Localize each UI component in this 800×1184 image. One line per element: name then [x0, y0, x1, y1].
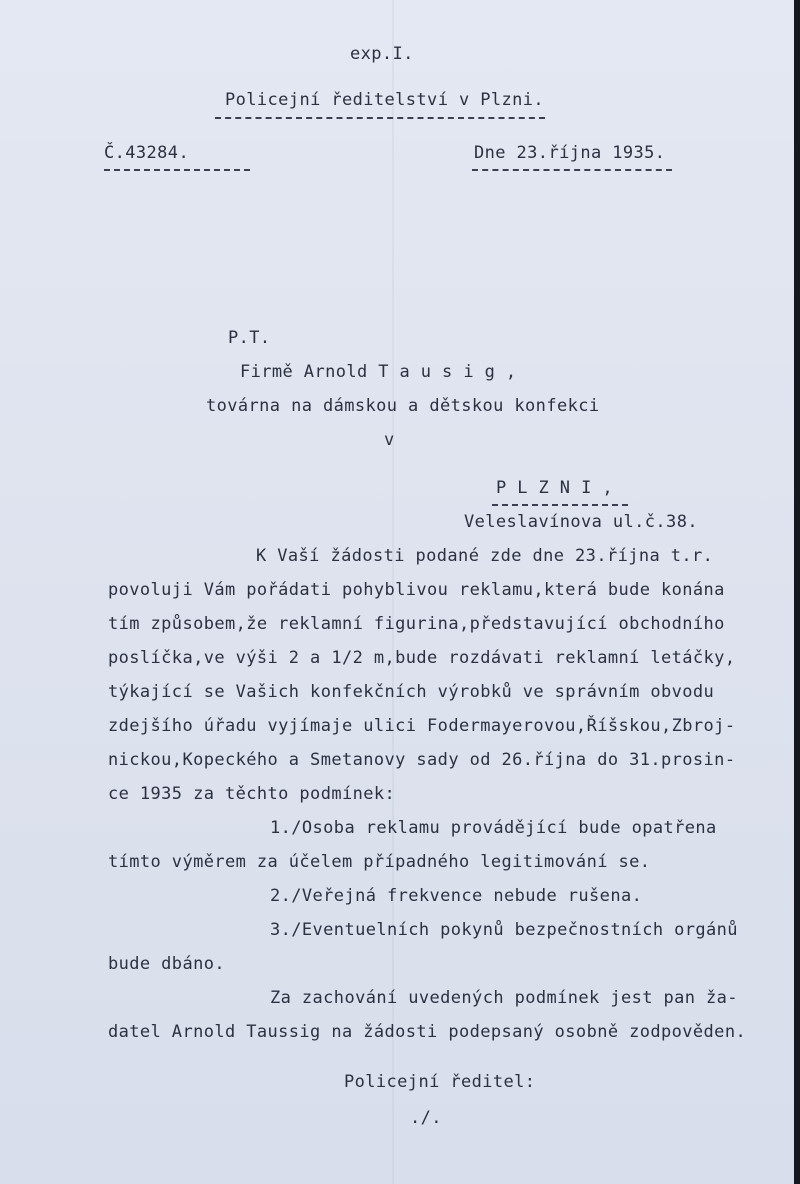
- closing-line: datel Arnold Taussig na žádosti podepsaný osobně zodpověden.: [108, 1022, 747, 1042]
- addressee-firm: Firmě Arnold T a u s i g ,: [240, 362, 517, 382]
- closing-line: Za zachování uvedených podmínek jest pan ža-: [270, 988, 738, 1008]
- reference-underline: [104, 169, 250, 171]
- body-line: tím způsobem,že reklamní figurina,představující obchodního: [108, 614, 725, 634]
- condition-item: 1./Osoba reklamu provádějící bude opatřena: [270, 818, 717, 838]
- office-title: Policejní ředitelství v Plzni.: [225, 90, 545, 110]
- reference-number: Č.43284.: [104, 143, 190, 163]
- body-line: ce 1935 za těchto podmínek:: [108, 784, 396, 804]
- condition-item: 3./Eventuelních pokynů bezpečnostních orgánů: [270, 920, 738, 940]
- addressee-description: továrna na dámskou a dětskou konfekci: [206, 396, 600, 416]
- condition-item: 2./Veřejná frekvence nebude rušena.: [270, 886, 643, 906]
- addressee-city: P L Z N I ,: [496, 478, 613, 498]
- condition-item: tímto výměrem za účelem případného legitimování se.: [108, 852, 651, 872]
- body-line: poslíčka,ve výši 2 a 1/2 m,bude rozdávati reklamní letáčky,: [108, 648, 736, 668]
- body-line: zdejšího úřadu vyjímaje ulici Fodermayerovou,Říšskou,Zbroj-: [108, 716, 736, 736]
- signature-title: Policejní ředitel:: [344, 1072, 536, 1092]
- document-date: Dne 23.října 1935.: [474, 143, 666, 163]
- scan-edge: [794, 0, 800, 1184]
- condition-item: bude dbáno.: [108, 954, 225, 974]
- address-preposition: v: [384, 430, 395, 450]
- body-line: povoluji Vám pořádati pohyblivou reklamu,která bude konána: [108, 580, 725, 600]
- signature-mark: ./.: [410, 1108, 442, 1128]
- body-line: nickou,Kopeckého a Smetanovy sady od 26.října do 31.prosin-: [108, 750, 736, 770]
- salutation: P.T.: [228, 328, 271, 348]
- city-underline: [492, 504, 628, 506]
- office-underline: [215, 117, 545, 119]
- body-line: týkající se Vašich konfekčních výrobků ve správním obvodu: [108, 682, 715, 702]
- copy-mark: exp.I.: [350, 44, 414, 64]
- body-line: K Vaší žádosti podané zde dne 23.října t.r.: [256, 546, 714, 566]
- addressee-street: Veleslavínova ul.č.38.: [464, 512, 698, 532]
- date-underline: [472, 169, 672, 171]
